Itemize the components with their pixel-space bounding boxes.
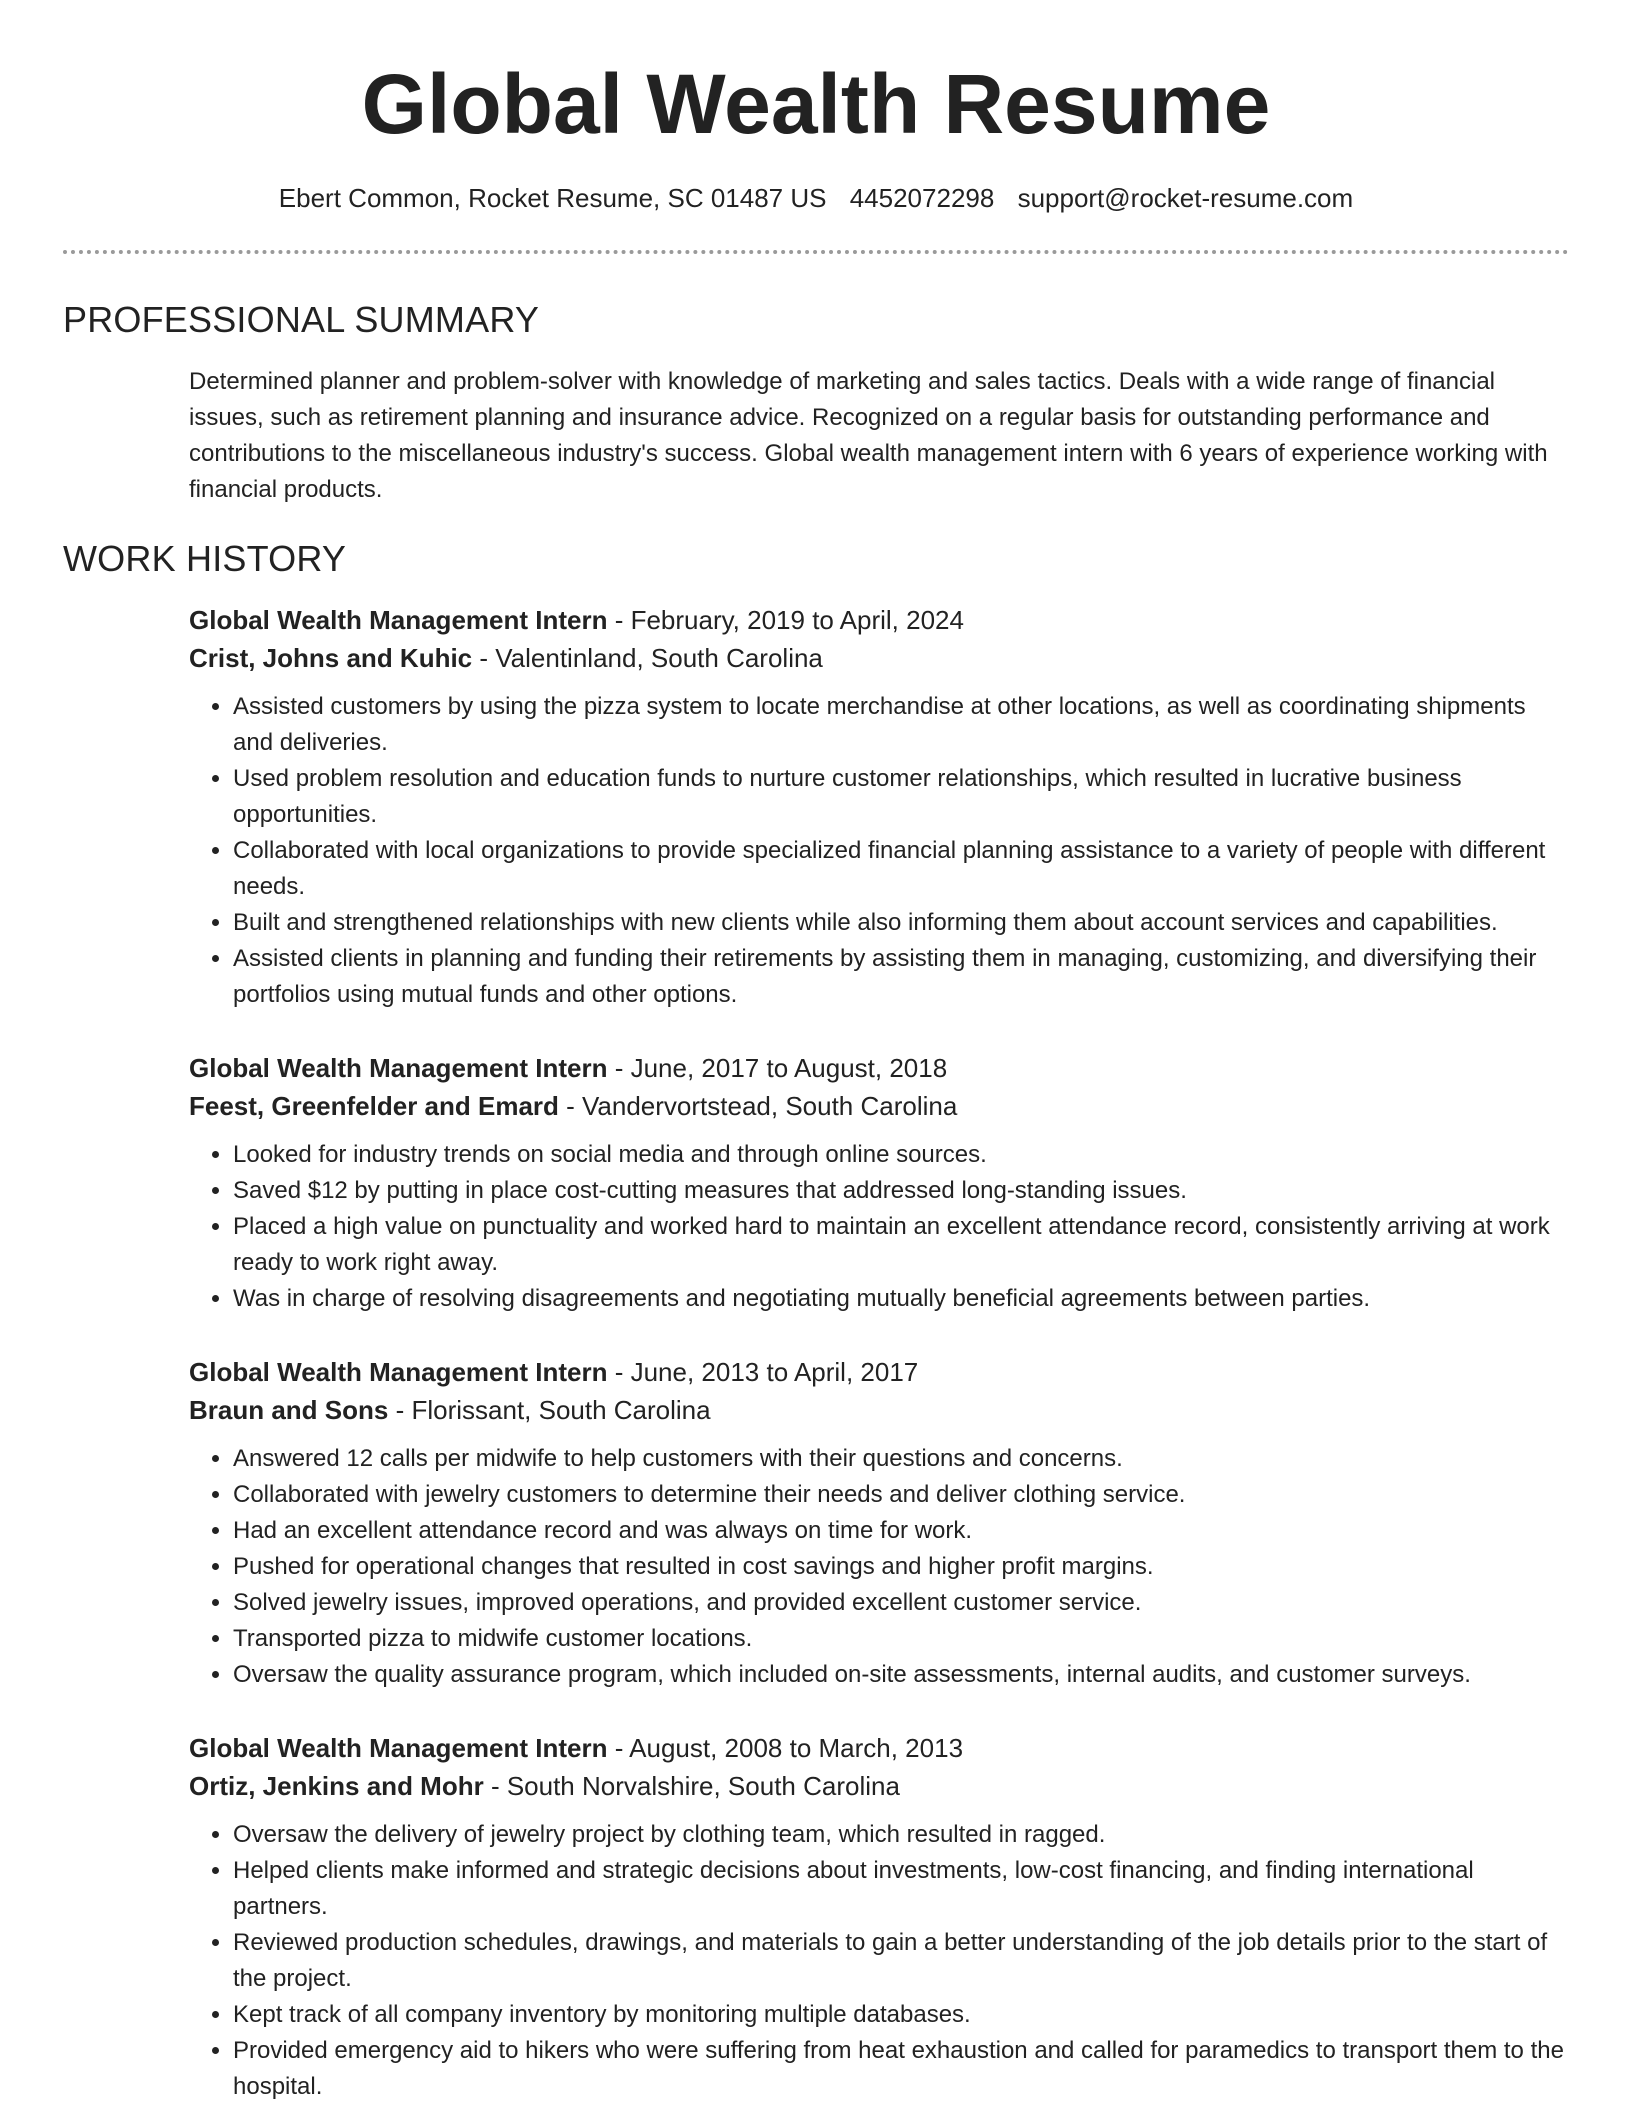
header-divider <box>63 250 1569 254</box>
job-bullets <box>189 1441 1569 1693</box>
job-title: Global Wealth Management Intern <box>189 605 608 635</box>
job-bullet: • Looked for industry trends on social media and through online sources. <box>233 1137 1569 1173</box>
job-bullet: • Provided emergency aid to hikers who were suffering from heat exhaustion and called for paramedics to transport them to the hospital. <box>233 2033 1569 2105</box>
job-company-line <box>189 1767 1569 1805</box>
job-title-line <box>189 1729 1569 1767</box>
job-company: Braun and Sons <box>189 1395 389 1425</box>
job-dates: - June, 2013 to April, 2017 <box>607 1357 919 1387</box>
job-entry <box>189 1049 1569 1317</box>
job-bullet: • Assisted customers by using the pizza system to locate merchandise at other locations, as well as coordinating shipments and deliveries. <box>233 689 1569 761</box>
job-bullets <box>189 1137 1569 1317</box>
job-company-line <box>189 1087 1569 1125</box>
job-bullet: • Helped clients make informed and strategic decisions about investments, low-cost financing, and finding international partners. <box>233 1853 1569 1925</box>
job-title: Global Wealth Management Intern <box>189 1357 608 1387</box>
job-bullet: • Used problem resolution and education funds to nurture customer relationships, which resulted in lucrative business opportunities. <box>233 761 1569 833</box>
summary-text: Determined planner and problem-solver with knowledge of marketing and sales tactics. Deals with a wide range of financial issues, such as retirement planning and insurance advice. Recognized on a regular basis for outstanding performance and contributions to the miscellaneous industry's success. Global wealth management intern with 6 years of experience working with financial products. <box>189 368 1548 503</box>
job-location: - South Norvalshire, South Carolina <box>483 1771 900 1801</box>
job-bullets <box>189 689 1569 1013</box>
job-company: Crist, Johns and Kuhic <box>189 643 473 673</box>
job-bullet: • Saved $12 by putting in place cost-cutting measures that addressed long-standing issues. <box>233 1173 1569 1209</box>
contact-email: support@rocket-resume.com <box>1017 183 1354 213</box>
job-company-line <box>189 1391 1569 1429</box>
job-title-line <box>189 1353 1569 1391</box>
job-location: - Valentinland, South Carolina <box>472 643 823 673</box>
contact-phone: 4452072298 <box>849 183 995 213</box>
job-bullet: • Pushed for operational changes that resulted in cost savings and higher profit margins. <box>233 1549 1569 1585</box>
job-bullet: • Transported pizza to midwife customer locations. <box>233 1621 1569 1657</box>
job-title: Global Wealth Management Intern <box>189 1053 608 1083</box>
job-location: - Florissant, South Carolina <box>388 1395 711 1425</box>
contact-address: Ebert Common, Rocket Resume, SC 01487 US <box>278 183 827 213</box>
job-bullet: • Assisted clients in planning and funding their retirements by assisting them in managing, customizing, and diversifying their portfolios using mutual funds and other options. <box>233 941 1569 1013</box>
job-title: Global Wealth Management Intern <box>189 1733 608 1763</box>
job-entry <box>189 1353 1569 1693</box>
job-title-line <box>189 601 1569 639</box>
job-bullet: • Was in charge of resolving disagreements and negotiating mutually beneficial agreements between parties. <box>233 1281 1569 1317</box>
job-bullet: • Had an excellent attendance record and was always on time for work. <box>233 1513 1569 1549</box>
job-company-line <box>189 639 1569 677</box>
job-bullet: • Solved jewelry issues, improved operations, and provided excellent customer service. <box>233 1585 1569 1621</box>
job-bullets <box>189 1817 1569 2105</box>
job-title-line <box>189 1049 1569 1087</box>
job-dates: - June, 2017 to August, 2018 <box>607 1053 948 1083</box>
job-bullet: • Placed a high value on punctuality and worked hard to maintain an excellent attendance record, consistently arriving at work ready to work right away. <box>233 1209 1569 1281</box>
job-bullet: • Reviewed production schedules, drawings, and materials to gain a better understanding of the job details prior to the start of the project. <box>233 1925 1569 1997</box>
job-bullet: • Collaborated with jewelry customers to determine their needs and deliver clothing service. <box>233 1477 1569 1513</box>
job-entry <box>189 1729 1569 2105</box>
work-history-heading: WORK HISTORY <box>63 538 347 579</box>
job-dates: - February, 2019 to April, 2024 <box>607 605 964 635</box>
job-company: Feest, Greenfelder and Emard <box>189 1091 559 1121</box>
summary-heading: PROFESSIONAL SUMMARY <box>63 299 540 340</box>
job-bullet: • Kept track of all company inventory by monitoring multiple databases. <box>233 1997 1569 2033</box>
job-bullet: • Built and strengthened relationships with new clients while also informing them about account services and capabilities. <box>233 905 1569 941</box>
job-company: Ortiz, Jenkins and Mohr <box>189 1771 484 1801</box>
work-history-list <box>189 601 1569 2112</box>
resume-title: Global Wealth Resume <box>361 57 1271 151</box>
job-dates: - August, 2008 to March, 2013 <box>607 1733 964 1763</box>
job-location: - Vandervortstead, South Carolina <box>558 1091 958 1121</box>
job-bullet: • Oversaw the delivery of jewelry project by clothing team, which resulted in ragged. <box>233 1817 1569 1853</box>
job-entry <box>189 601 1569 1013</box>
contact-line <box>0 180 1632 216</box>
job-bullet: • Answered 12 calls per midwife to help customers with their questions and concerns. <box>233 1441 1569 1477</box>
job-bullet: • Oversaw the quality assurance program, which included on-site assessments, internal audits, and customer surveys. <box>233 1657 1569 1693</box>
job-bullet: • Collaborated with local organizations to provide specialized financial planning assistance to a variety of people with different needs. <box>233 833 1569 905</box>
